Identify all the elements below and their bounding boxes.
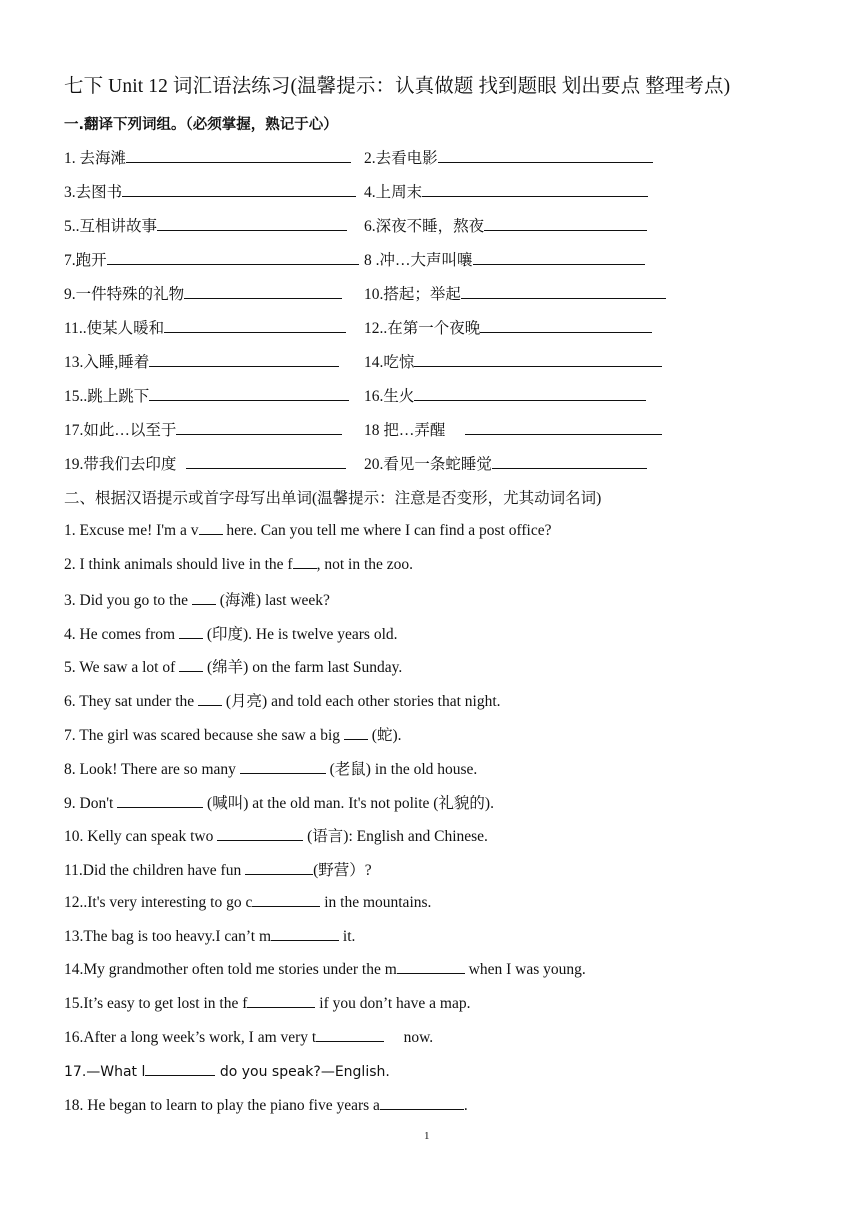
answer-blank[interactable] — [122, 182, 356, 197]
question-text: 9. Don't — [64, 795, 118, 812]
question-text: 15.It’s easy to get lost in the f — [64, 995, 248, 1012]
phrase-prompt: 12..在第一个夜晚 — [364, 320, 481, 337]
question-item — [64, 993, 471, 1013]
question-item — [64, 588, 330, 610]
question-text: 6. They sat under the — [64, 693, 199, 710]
question-text: (绵羊) on the farm last Sunday. — [203, 659, 403, 676]
question-item — [64, 554, 413, 574]
question-text: do you speak?—English. — [215, 1064, 390, 1080]
answer-blank[interactable] — [179, 624, 203, 639]
phrase-prompt: 14.吃惊 — [364, 354, 415, 371]
answer-blank[interactable] — [397, 959, 465, 974]
question-text: if you don’t have a map. — [315, 995, 471, 1012]
section-2-heading: 二、根据汉语提示或首字母写出单词(温馨提示：注意是否变形，尤其动词名词) — [64, 490, 602, 507]
phrase-prompt: 16.生火 — [364, 388, 415, 405]
question-item — [64, 723, 402, 745]
phrase-prompt: 6.深夜不睡，熬夜 — [364, 218, 485, 235]
question-text: 16.After a long week’s work, I am very t — [64, 1029, 317, 1046]
question-text: 11.Did the children have fun — [64, 862, 246, 879]
answer-blank[interactable] — [186, 454, 346, 469]
question-item — [64, 791, 494, 813]
answer-blank[interactable] — [245, 860, 313, 875]
answer-blank[interactable] — [117, 793, 203, 808]
answer-blank[interactable] — [422, 182, 648, 197]
answer-blank[interactable] — [179, 657, 203, 672]
question-text: 13.The bag is too heavy.I can’t m — [64, 928, 272, 945]
question-text: (老鼠) in the old house. — [325, 761, 478, 778]
answer-blank[interactable] — [316, 1027, 384, 1042]
answer-blank[interactable] — [344, 725, 368, 740]
answer-blank[interactable] — [126, 148, 351, 163]
phrase-row — [64, 350, 844, 372]
answer-blank[interactable] — [198, 691, 222, 706]
question-text: 4. He comes from — [64, 626, 179, 643]
phrase-prompt: 7.跑开 — [64, 252, 107, 269]
question-item — [64, 926, 355, 946]
phrase-row — [64, 418, 844, 440]
answer-blank[interactable] — [473, 250, 645, 265]
question-text: in the mountains. — [320, 894, 432, 911]
phrase-row — [64, 316, 844, 338]
answer-blank[interactable] — [484, 216, 647, 231]
question-text: (海滩) last week? — [215, 592, 330, 609]
question-text: when I was young. — [464, 961, 586, 978]
phrase-prompt: 19.带我们去印度 — [64, 456, 177, 473]
question-text: (蛇). — [367, 727, 402, 744]
question-text: 2. I think animals should live in the f — [64, 556, 293, 573]
question-text: . — [463, 1097, 468, 1114]
answer-blank[interactable] — [145, 1061, 215, 1076]
answer-blank[interactable] — [252, 892, 320, 907]
page-title: 七下 Unit 12 词汇语法练习(温馨提示：认真做题 找到题眼 划出要点 整理考点) — [64, 76, 731, 97]
answer-blank[interactable] — [380, 1095, 464, 1110]
answer-blank[interactable] — [465, 420, 662, 435]
phrase-prompt: 11..使某人暖和 — [64, 320, 165, 337]
question-item — [64, 1027, 433, 1047]
phrase-prompt: 20.看见一条蛇睡觉 — [364, 456, 492, 473]
question-text: 10. Kelly can speak two — [64, 828, 218, 845]
question-item — [64, 520, 551, 540]
section-1-heading: 一.翻译下列词组。（必须掌握，熟记于心） — [64, 117, 338, 133]
phrase-row — [64, 282, 844, 304]
answer-blank[interactable] — [192, 590, 216, 605]
phrase-row — [64, 146, 844, 168]
phrase-prompt: 8 .冲…大声叫嚷 — [364, 252, 473, 269]
question-item — [64, 757, 477, 779]
phrase-row — [64, 180, 844, 202]
page-number: 1 — [424, 1130, 430, 1142]
answer-blank[interactable] — [247, 993, 315, 1008]
answer-blank[interactable] — [438, 148, 653, 163]
phrase-prompt: 1. 去海滩 — [64, 150, 127, 167]
question-text: (月亮) and told each other stories that night. — [222, 693, 501, 710]
question-text: (语言): English and Chinese. — [303, 828, 488, 845]
question-item — [64, 892, 431, 912]
question-text: (印度). He is twelve years old. — [202, 626, 398, 643]
answer-blank[interactable] — [461, 284, 666, 299]
phrase-prompt: 5..互相讲故事 — [64, 218, 158, 235]
answer-blank[interactable] — [149, 352, 339, 367]
question-item — [64, 858, 372, 880]
question-item — [64, 622, 398, 644]
phrase-prompt: 2.去看电影 — [364, 150, 438, 167]
question-text: 14.My grandmother often told me stories under the m — [64, 961, 397, 978]
question-item — [64, 959, 586, 979]
question-text: 3. Did you go to the — [64, 592, 192, 609]
phrase-prompt: 15..跳上跳下 — [64, 388, 150, 405]
question-text: (喊叫) at the old man. It's not polite (礼貌的). — [203, 795, 494, 812]
answer-blank[interactable] — [271, 926, 339, 941]
question-item — [64, 1061, 390, 1080]
question-text: 5. We saw a lot of — [64, 659, 180, 676]
answer-blank[interactable] — [414, 352, 662, 367]
answer-blank[interactable] — [107, 250, 359, 265]
phrase-row — [64, 248, 844, 270]
answer-blank[interactable] — [149, 386, 349, 401]
question-item — [64, 689, 501, 711]
phrase-prompt: 13.入睡,睡着 — [64, 354, 150, 371]
phrase-prompt: 3.去图书 — [64, 184, 123, 201]
question-item — [64, 655, 402, 677]
question-text: 7. The girl was scared because she saw a big — [64, 727, 344, 744]
phrase-prompt: 4.上周末 — [364, 184, 423, 201]
phrase-prompt: 10.搭起；举起 — [364, 286, 461, 303]
answer-blank[interactable] — [293, 554, 317, 569]
answer-blank[interactable] — [240, 759, 326, 774]
answer-blank[interactable] — [184, 284, 342, 299]
question-text: (野营）? — [313, 862, 372, 879]
answer-blank[interactable] — [199, 520, 223, 535]
phrase-prompt: 17.如此…以至于 — [64, 422, 177, 439]
answer-blank[interactable] — [414, 386, 646, 401]
question-text: 8. Look! There are so many — [64, 761, 240, 778]
question-text: 12..It's very interesting to go c — [64, 894, 253, 911]
phrase-prompt: 9.一件特殊的礼物 — [64, 286, 185, 303]
answer-blank[interactable] — [176, 420, 342, 435]
question-text: 17.—What l — [64, 1064, 146, 1080]
question-text: here. Can you tell me where I can find a post office? — [222, 522, 552, 539]
question-text: it. — [339, 928, 356, 945]
answer-blank[interactable] — [480, 318, 652, 333]
question-text: 1. Excuse me! I'm a v — [64, 522, 199, 539]
phrase-row — [64, 214, 844, 236]
question-item — [64, 1095, 468, 1115]
phrase-row — [64, 452, 844, 474]
answer-blank[interactable] — [164, 318, 346, 333]
question-text: 18. He began to learn to play the piano five years a — [64, 1097, 380, 1114]
question-text: now. — [384, 1029, 434, 1046]
answer-blank[interactable] — [157, 216, 347, 231]
question-text: , not in the zoo. — [316, 556, 414, 573]
phrase-prompt: 18 把…弄醒 — [364, 422, 446, 439]
answer-blank[interactable] — [217, 826, 303, 841]
question-item — [64, 824, 488, 846]
phrase-row — [64, 384, 844, 406]
answer-blank[interactable] — [492, 454, 647, 469]
